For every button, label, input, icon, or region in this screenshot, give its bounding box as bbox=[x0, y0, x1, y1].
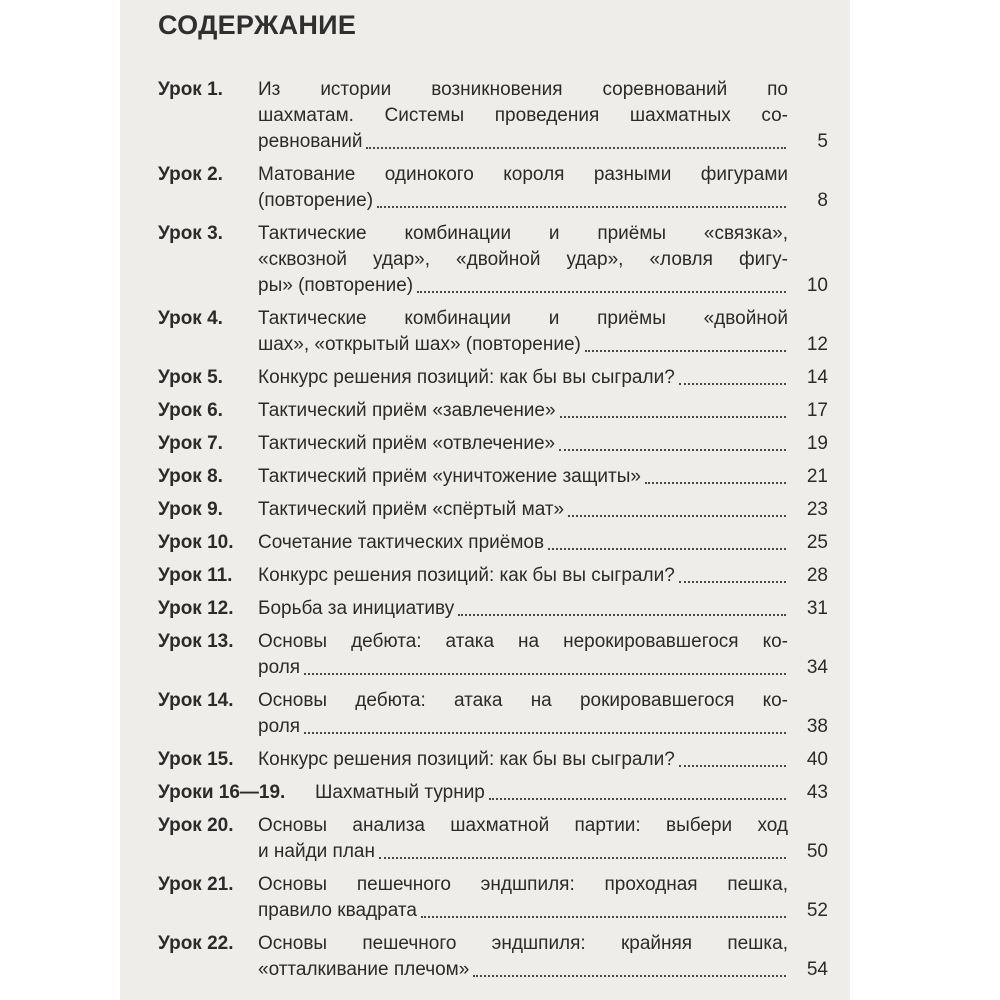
lesson-number: Урок 10. bbox=[158, 532, 234, 553]
lesson-title-text: роля bbox=[258, 716, 301, 737]
lesson-title-line bbox=[258, 273, 788, 299]
lesson-title bbox=[258, 431, 788, 457]
lesson-title bbox=[258, 872, 788, 924]
page-number: 34 bbox=[806, 657, 828, 678]
lesson-title-line bbox=[258, 464, 788, 490]
toc-entry[interactable] bbox=[158, 464, 838, 497]
toc-entry[interactable] bbox=[158, 629, 838, 688]
lesson-title bbox=[258, 162, 788, 214]
lesson-title-text: Тактический приём «спёртый мат» bbox=[258, 499, 565, 520]
page-number: 5 bbox=[817, 131, 828, 152]
lesson-number: Урок 3. bbox=[158, 223, 223, 244]
lesson-number: Урок 20. bbox=[158, 815, 234, 836]
lesson-title bbox=[258, 530, 788, 556]
page-number: 14 bbox=[806, 367, 828, 388]
lesson-title-text: Борьба за инициативу bbox=[258, 598, 455, 619]
lesson-title-line bbox=[258, 129, 788, 155]
dot-leader bbox=[560, 398, 786, 418]
page-number: 50 bbox=[806, 841, 828, 862]
dot-leader bbox=[304, 714, 786, 734]
lesson-number: Урок 6. bbox=[158, 400, 223, 421]
dot-leader bbox=[489, 780, 786, 800]
lesson-title bbox=[258, 629, 788, 681]
toc-entry[interactable] bbox=[158, 221, 838, 306]
toc-entry[interactable] bbox=[158, 365, 838, 398]
lesson-number: Урок 1. bbox=[158, 79, 223, 100]
toc-entry[interactable] bbox=[158, 162, 838, 221]
lesson-number: Урок 22. bbox=[158, 933, 234, 954]
lesson-title-line bbox=[258, 332, 788, 358]
lesson-number: Урок 14. bbox=[158, 690, 234, 711]
toc-entry[interactable] bbox=[158, 306, 838, 365]
page-number: 21 bbox=[806, 466, 828, 487]
lesson-title bbox=[258, 464, 788, 490]
dot-leader bbox=[548, 530, 786, 550]
lesson-title-text: Тактический приём «завлечение» bbox=[258, 400, 556, 421]
page-number: 25 bbox=[806, 532, 828, 553]
lesson-number: Урок 11. bbox=[158, 565, 233, 586]
lesson-title-line: Основы дебюта: атака на нерокировавшегося ко- bbox=[258, 631, 788, 652]
lesson-title bbox=[258, 497, 788, 523]
page-number: 12 bbox=[806, 334, 828, 355]
dot-leader bbox=[679, 747, 786, 767]
lesson-title-text: Шахматный турнир bbox=[315, 782, 485, 803]
lesson-title-text: Тактический приём «уничтожение защиты» bbox=[258, 466, 641, 487]
lesson-title bbox=[315, 780, 788, 806]
toc-entry[interactable] bbox=[158, 931, 838, 990]
page-number: 52 bbox=[806, 900, 828, 921]
lesson-title-line bbox=[258, 596, 788, 622]
lesson-title-line: шахматам. Системы проведения шахматных со- bbox=[258, 105, 788, 126]
lesson-title-line bbox=[258, 714, 788, 740]
toc-entry[interactable] bbox=[158, 747, 838, 780]
lesson-title-line bbox=[258, 747, 788, 773]
lesson-title-line bbox=[258, 839, 788, 865]
lesson-number: Урок 21. bbox=[158, 874, 234, 895]
page-number: 43 bbox=[806, 782, 828, 803]
lesson-title-text: правило квадрата bbox=[258, 900, 417, 921]
lesson-title bbox=[258, 306, 788, 358]
page-number: 8 bbox=[817, 190, 828, 211]
lesson-title bbox=[258, 365, 788, 391]
lesson-title bbox=[258, 813, 788, 865]
lesson-title-line bbox=[258, 530, 788, 556]
dot-leader bbox=[559, 431, 786, 451]
lesson-number: Урок 2. bbox=[158, 164, 223, 185]
toc-entry[interactable] bbox=[158, 872, 838, 931]
lesson-title bbox=[258, 221, 788, 299]
lesson-title-line: Основы дебюта: атака на рокировавшегося ко- bbox=[258, 690, 788, 711]
lesson-title-text: Конкурс решения позиций: как бы вы сыграли? bbox=[258, 565, 675, 586]
lesson-title-line: Тактические комбинации и приёмы «связка», bbox=[258, 223, 788, 244]
lesson-title bbox=[258, 398, 788, 424]
lesson-number: Урок 12. bbox=[158, 598, 234, 619]
dot-leader bbox=[645, 464, 786, 484]
lesson-title-line: Тактические комбинации и приёмы «двойной bbox=[258, 308, 788, 329]
lesson-title-text: «отталкивание плечом» bbox=[258, 959, 470, 980]
dot-leader bbox=[458, 596, 786, 616]
lesson-title-line bbox=[258, 563, 788, 589]
lesson-title-text: Конкурс решения позиций: как бы вы сыграли? bbox=[258, 749, 675, 770]
lesson-title bbox=[258, 747, 788, 773]
lesson-title-text: шах», «открытый шах» (повторение) bbox=[258, 334, 581, 355]
lesson-title-line: Основы анализа шахматной партии: выбери ход bbox=[258, 815, 788, 836]
toc-entry[interactable] bbox=[158, 431, 838, 464]
lesson-title-line bbox=[258, 957, 788, 983]
lesson-title bbox=[258, 563, 788, 589]
toc-entry[interactable] bbox=[158, 398, 838, 431]
page-number: 17 bbox=[806, 400, 828, 421]
lesson-title-line bbox=[258, 898, 788, 924]
lesson-title-line: Из истории возникновения соревнований по bbox=[258, 79, 788, 100]
dot-leader bbox=[417, 273, 786, 293]
toc-entry[interactable] bbox=[158, 530, 838, 563]
lesson-title bbox=[258, 596, 788, 622]
lesson-title-line: Матование одинокого короля разными фигурами bbox=[258, 164, 788, 185]
page-number: 40 bbox=[806, 749, 828, 770]
toc-entry[interactable] bbox=[158, 596, 838, 629]
lesson-number: Уроки 16—19. bbox=[158, 782, 286, 803]
lesson-title-line bbox=[258, 188, 788, 214]
lesson-number: Урок 9. bbox=[158, 499, 223, 520]
lesson-title-line: «сквозной удар», «двойной удар», «ловля фигу- bbox=[258, 249, 788, 270]
lesson-number: Урок 15. bbox=[158, 749, 234, 770]
lesson-title-text: Конкурс решения позиций: как бы вы сыграли? bbox=[258, 367, 675, 388]
toc-entry[interactable] bbox=[158, 813, 838, 872]
table-of-contents bbox=[158, 77, 838, 990]
dot-leader bbox=[585, 332, 786, 352]
toc-entry[interactable] bbox=[158, 688, 838, 747]
page-number: 31 bbox=[806, 598, 828, 619]
page-title: СОДЕРЖАНИЕ bbox=[158, 10, 357, 40]
dot-leader bbox=[304, 655, 786, 675]
page-number: 19 bbox=[806, 433, 828, 454]
lesson-title-line bbox=[258, 431, 788, 457]
toc-entry[interactable] bbox=[158, 77, 838, 162]
dot-leader bbox=[379, 839, 786, 859]
lesson-number: Урок 4. bbox=[158, 308, 223, 329]
lesson-title-line: Основы пешечного эндшпиля: крайняя пешка, bbox=[258, 933, 788, 954]
lesson-title-text: и найди план bbox=[258, 841, 375, 862]
dot-leader bbox=[568, 497, 786, 517]
page-number: 10 bbox=[806, 275, 828, 296]
book-page bbox=[120, 0, 850, 1000]
lesson-number: Урок 13. bbox=[158, 631, 234, 652]
dot-leader bbox=[377, 188, 786, 208]
lesson-title-line bbox=[258, 497, 788, 523]
lesson-title-text: ревнований bbox=[258, 131, 363, 152]
dot-leader bbox=[679, 563, 786, 583]
lesson-title-text: роля bbox=[258, 657, 301, 678]
lesson-title bbox=[258, 931, 788, 983]
lesson-number: Урок 5. bbox=[158, 367, 223, 388]
page-number: 28 bbox=[806, 565, 828, 586]
dot-leader bbox=[473, 957, 786, 977]
lesson-number: Урок 7. bbox=[158, 433, 223, 454]
page-number: 23 bbox=[806, 499, 828, 520]
lesson-title bbox=[258, 688, 788, 740]
page-number: 54 bbox=[806, 959, 828, 980]
lesson-title-line bbox=[258, 365, 788, 391]
lesson-title-line bbox=[258, 655, 788, 681]
dot-leader bbox=[366, 129, 786, 149]
lesson-title-line bbox=[258, 398, 788, 424]
toc-entry[interactable] bbox=[158, 780, 838, 813]
dot-leader bbox=[421, 898, 786, 918]
lesson-title-text: ры» (повторение) bbox=[258, 275, 414, 296]
lesson-title-line: Основы пешечного эндшпиля: проходная пешка, bbox=[258, 874, 788, 895]
lesson-title-text: (повторение) bbox=[258, 190, 374, 211]
lesson-title-text: Тактический приём «отвлечение» bbox=[258, 433, 556, 454]
dot-leader bbox=[679, 365, 786, 385]
lesson-title bbox=[258, 77, 788, 155]
toc-entry[interactable] bbox=[158, 497, 838, 530]
lesson-number: Урок 8. bbox=[158, 466, 223, 487]
lesson-title-text: Сочетание тактических приёмов bbox=[258, 532, 545, 553]
lesson-title-line bbox=[315, 780, 788, 806]
toc-entry[interactable] bbox=[158, 563, 838, 596]
page-number: 38 bbox=[806, 716, 828, 737]
